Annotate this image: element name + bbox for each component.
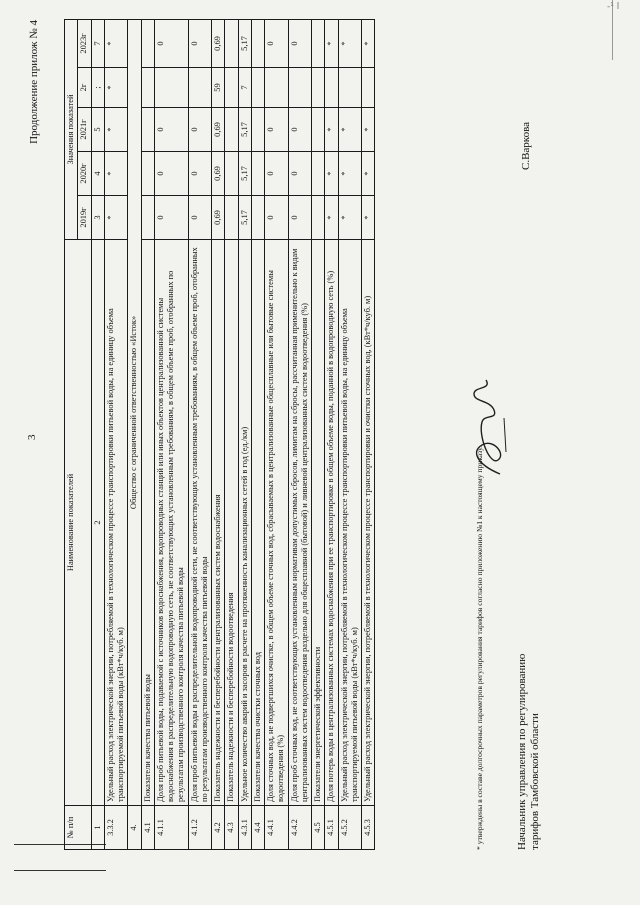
row-value — [312, 19, 325, 67]
table-row — [265, 19, 289, 849]
row-number: 4.5.1 — [325, 806, 338, 850]
rotated-document-page — [20, 20, 600, 880]
column-number: 1 — [91, 806, 104, 850]
header-year: 2020г — [78, 152, 91, 196]
row-value: * — [338, 196, 362, 240]
row-value: * — [362, 108, 375, 152]
signer-position-line2: тарифов Тамбовской области — [529, 713, 541, 850]
row-number: 4.3 — [225, 806, 238, 850]
annex-label: Продолжение прилож № 4 — [28, 20, 40, 144]
column-number: 5 — [91, 108, 104, 152]
row-number: 4.4.1 — [265, 806, 289, 850]
header-name: Наименование показателей — [65, 240, 92, 806]
row-value — [154, 68, 188, 108]
row-value — [312, 196, 325, 240]
row-value: 0,69 — [212, 196, 225, 240]
row-value: * — [338, 19, 362, 67]
corner-mark: -¹ l — [607, 2, 620, 12]
row-number: 4. — [128, 806, 141, 850]
row-value: 0 — [154, 152, 188, 196]
row-indicator-name: Показатели качества очистки сточных вод — [251, 240, 264, 806]
row-value: 0 — [188, 196, 212, 240]
row-number: 4.3.1 — [238, 806, 251, 850]
row-indicator-name: Доля потерь воды в централизованных системах водоснабжения при ее транспортировке в общем объеме воды, поданной в водопроводную сеть (%) — [325, 240, 338, 806]
row-value: 0 — [265, 196, 289, 240]
row-value: * — [338, 152, 362, 196]
row-number: 4.2 — [212, 806, 225, 850]
table-row — [141, 19, 154, 849]
header-year: 2019г — [78, 196, 91, 240]
row-indicator-name: Доля проб питьевой воды в распределительной водопроводной сети, не соответствующих установленным требованиям, в общем объеме проб, отобранных по результатам производственного контроля качества питьевой воды — [188, 240, 212, 806]
column-number: 2 — [91, 240, 104, 806]
row-number: 4.5.3 — [362, 806, 375, 850]
row-value — [225, 108, 238, 152]
header-year: 2021г — [78, 108, 91, 152]
row-value: * — [325, 152, 338, 196]
table-row — [251, 19, 264, 849]
row-value — [312, 68, 325, 108]
row-number: 4.5.2 — [338, 806, 362, 850]
row-indicator-name: Показатели энергетической эффективности — [312, 240, 325, 806]
row-value: 0 — [154, 196, 188, 240]
row-value: 0 — [265, 152, 289, 196]
table-row — [238, 19, 251, 849]
row-indicator-name: Доля сточных вод, не подвергшихся очистке, в общем объеме сточных вод, сбрасываемых в централизованные общесплавные или бытовые системы водоотведения (%) — [265, 240, 289, 806]
footnote: * утверждены в составе долгосрочных параметров регулирования тарифов согласно приложению №1 к настоящему приказу. — [475, 445, 484, 850]
row-value: 0 — [154, 19, 188, 67]
row-value — [362, 68, 375, 108]
row-value: * — [325, 196, 338, 240]
row-value — [251, 108, 264, 152]
row-value: * — [104, 196, 128, 240]
row-indicator-name: Удельный расход электрической энергии, потребляемой в технологическом процессе транспортировки и очистки сточных вод, (кВт*ч/куб. м) — [362, 240, 375, 806]
table-row — [188, 19, 212, 849]
row-indicator-name: Удельный расход электрической энергии, потребляемой в технологическом процессе транспортировки питьевой воды, на единицу объема транспортируемой питьевой воды (кВт*ч/куб. м) — [104, 240, 128, 806]
column-number: 4 — [91, 152, 104, 196]
row-value — [251, 68, 264, 108]
row-indicator-name: Показатель надежности и бесперебойности водоотведения — [225, 240, 238, 806]
row-value — [251, 19, 264, 67]
row-value: 0 — [188, 19, 212, 67]
row-indicator-name: Удельный расход электрической энергии, потребляемой в технологическом процессе транспортировки питьевой воды, на единицу объема транспортируемой питьевой воды (кВт*ч/куб. м) — [338, 240, 362, 806]
row-number: 3.3.2 — [104, 806, 128, 850]
signer-name: С.Варкова — [520, 121, 532, 170]
row-value: 0 — [265, 108, 289, 152]
row-value — [251, 196, 264, 240]
handwritten-signature — [460, 370, 515, 480]
row-value: 59 — [212, 68, 225, 108]
row-number: 4.5 — [312, 806, 325, 850]
row-value: 0 — [288, 19, 312, 67]
row-value: 5,17 — [238, 196, 251, 240]
indicators-table — [64, 19, 375, 850]
table-header-row — [65, 19, 78, 849]
row-number: 4.1.1 — [154, 806, 188, 850]
row-indicator-name: Показатели качества питьевой воды — [141, 240, 154, 806]
row-value — [141, 19, 154, 67]
table-colnum-row — [91, 19, 104, 849]
column-number: ; — [91, 68, 104, 108]
row-value — [251, 152, 264, 196]
row-value — [225, 68, 238, 108]
row-value — [325, 68, 338, 108]
column-number: 7 — [91, 19, 104, 67]
table-row — [362, 19, 375, 849]
row-value — [141, 108, 154, 152]
row-value: * — [325, 108, 338, 152]
row-value: * — [325, 19, 338, 67]
row-value: 0 — [288, 108, 312, 152]
row-indicator-name: Удельное количество аварий и засоров в расчете на протяженность канализационных сетей в год (ед./км) — [238, 240, 251, 806]
table-row — [312, 19, 325, 849]
row-value: 0 — [188, 152, 212, 196]
header-year: 2г — [78, 68, 91, 108]
row-indicator-name: Доля проб питьевой воды, подаваемой с источников водоснабжения, водопроводных станций или иных объектов централизованной системы водоснабжения в распределительную водопроводную сеть, не соответствующих установленным требованиям, в общем объеме проб, отобранных по результатам производственного контроля качества питьевой воды — [154, 240, 188, 806]
row-value: * — [104, 152, 128, 196]
row-value: * — [362, 152, 375, 196]
row-value: 5,17 — [238, 152, 251, 196]
section-title: Общество с ограниченной ответственностью «Исток» — [128, 19, 141, 805]
row-value: 5,17 — [238, 19, 251, 67]
row-value: 0 — [288, 152, 312, 196]
row-value: * — [362, 196, 375, 240]
row-value: * — [362, 19, 375, 67]
row-value — [225, 152, 238, 196]
row-value — [141, 196, 154, 240]
table-row — [154, 19, 188, 849]
row-value — [225, 196, 238, 240]
header-values-group: Значения показатей — [65, 19, 78, 239]
table-section-row — [128, 19, 141, 849]
row-value — [312, 108, 325, 152]
page-number: 3 — [26, 434, 38, 440]
row-value — [288, 68, 312, 108]
row-number: 4.4 — [251, 806, 264, 850]
row-value — [141, 68, 154, 108]
row-value: * — [104, 19, 128, 67]
row-value — [225, 19, 238, 67]
row-value: 0 — [288, 196, 312, 240]
row-value: * — [104, 68, 128, 108]
row-number: 4.4.2 — [288, 806, 312, 850]
row-indicator-name: Показатель надежности и бесперебойности централизованных систем водоснабжения — [212, 240, 225, 806]
header-year: 2023г — [78, 19, 91, 67]
row-value: 0,69 — [212, 19, 225, 67]
row-number: 4.1.2 — [188, 806, 212, 850]
row-value: 0,69 — [212, 108, 225, 152]
table-row — [288, 19, 312, 849]
table-row — [325, 19, 338, 849]
row-value: 0 — [154, 108, 188, 152]
row-value: * — [104, 108, 128, 152]
table-row — [338, 19, 362, 849]
table-row — [104, 19, 128, 849]
row-value: 0,69 — [212, 152, 225, 196]
row-value: 0 — [188, 108, 212, 152]
row-value: 7 — [238, 68, 251, 108]
row-value: * — [338, 108, 362, 152]
row-value — [188, 68, 212, 108]
row-value: 0 — [265, 19, 289, 67]
row-value — [265, 68, 289, 108]
row-value — [312, 152, 325, 196]
row-value: 5,17 — [238, 108, 251, 152]
table-row — [225, 19, 238, 849]
row-value — [338, 68, 362, 108]
column-number: 3 — [91, 196, 104, 240]
row-value — [141, 152, 154, 196]
table-row — [212, 19, 225, 849]
row-indicator-name: Доля проб сточных вод, не соответствующих установленным нормативам допустимых сбросов, лимитам на сбросы, рассчитанная применительно к видам централизованных систем водоотведения раздельно для общесплавной (бытовой) и ливневой централизованных систем водоотведения (%) — [288, 240, 312, 806]
row-number: 4.1 — [141, 806, 154, 850]
header-num: № п/п — [65, 806, 92, 850]
signer-position-line1: Начальник управления по регулированию — [516, 653, 528, 850]
